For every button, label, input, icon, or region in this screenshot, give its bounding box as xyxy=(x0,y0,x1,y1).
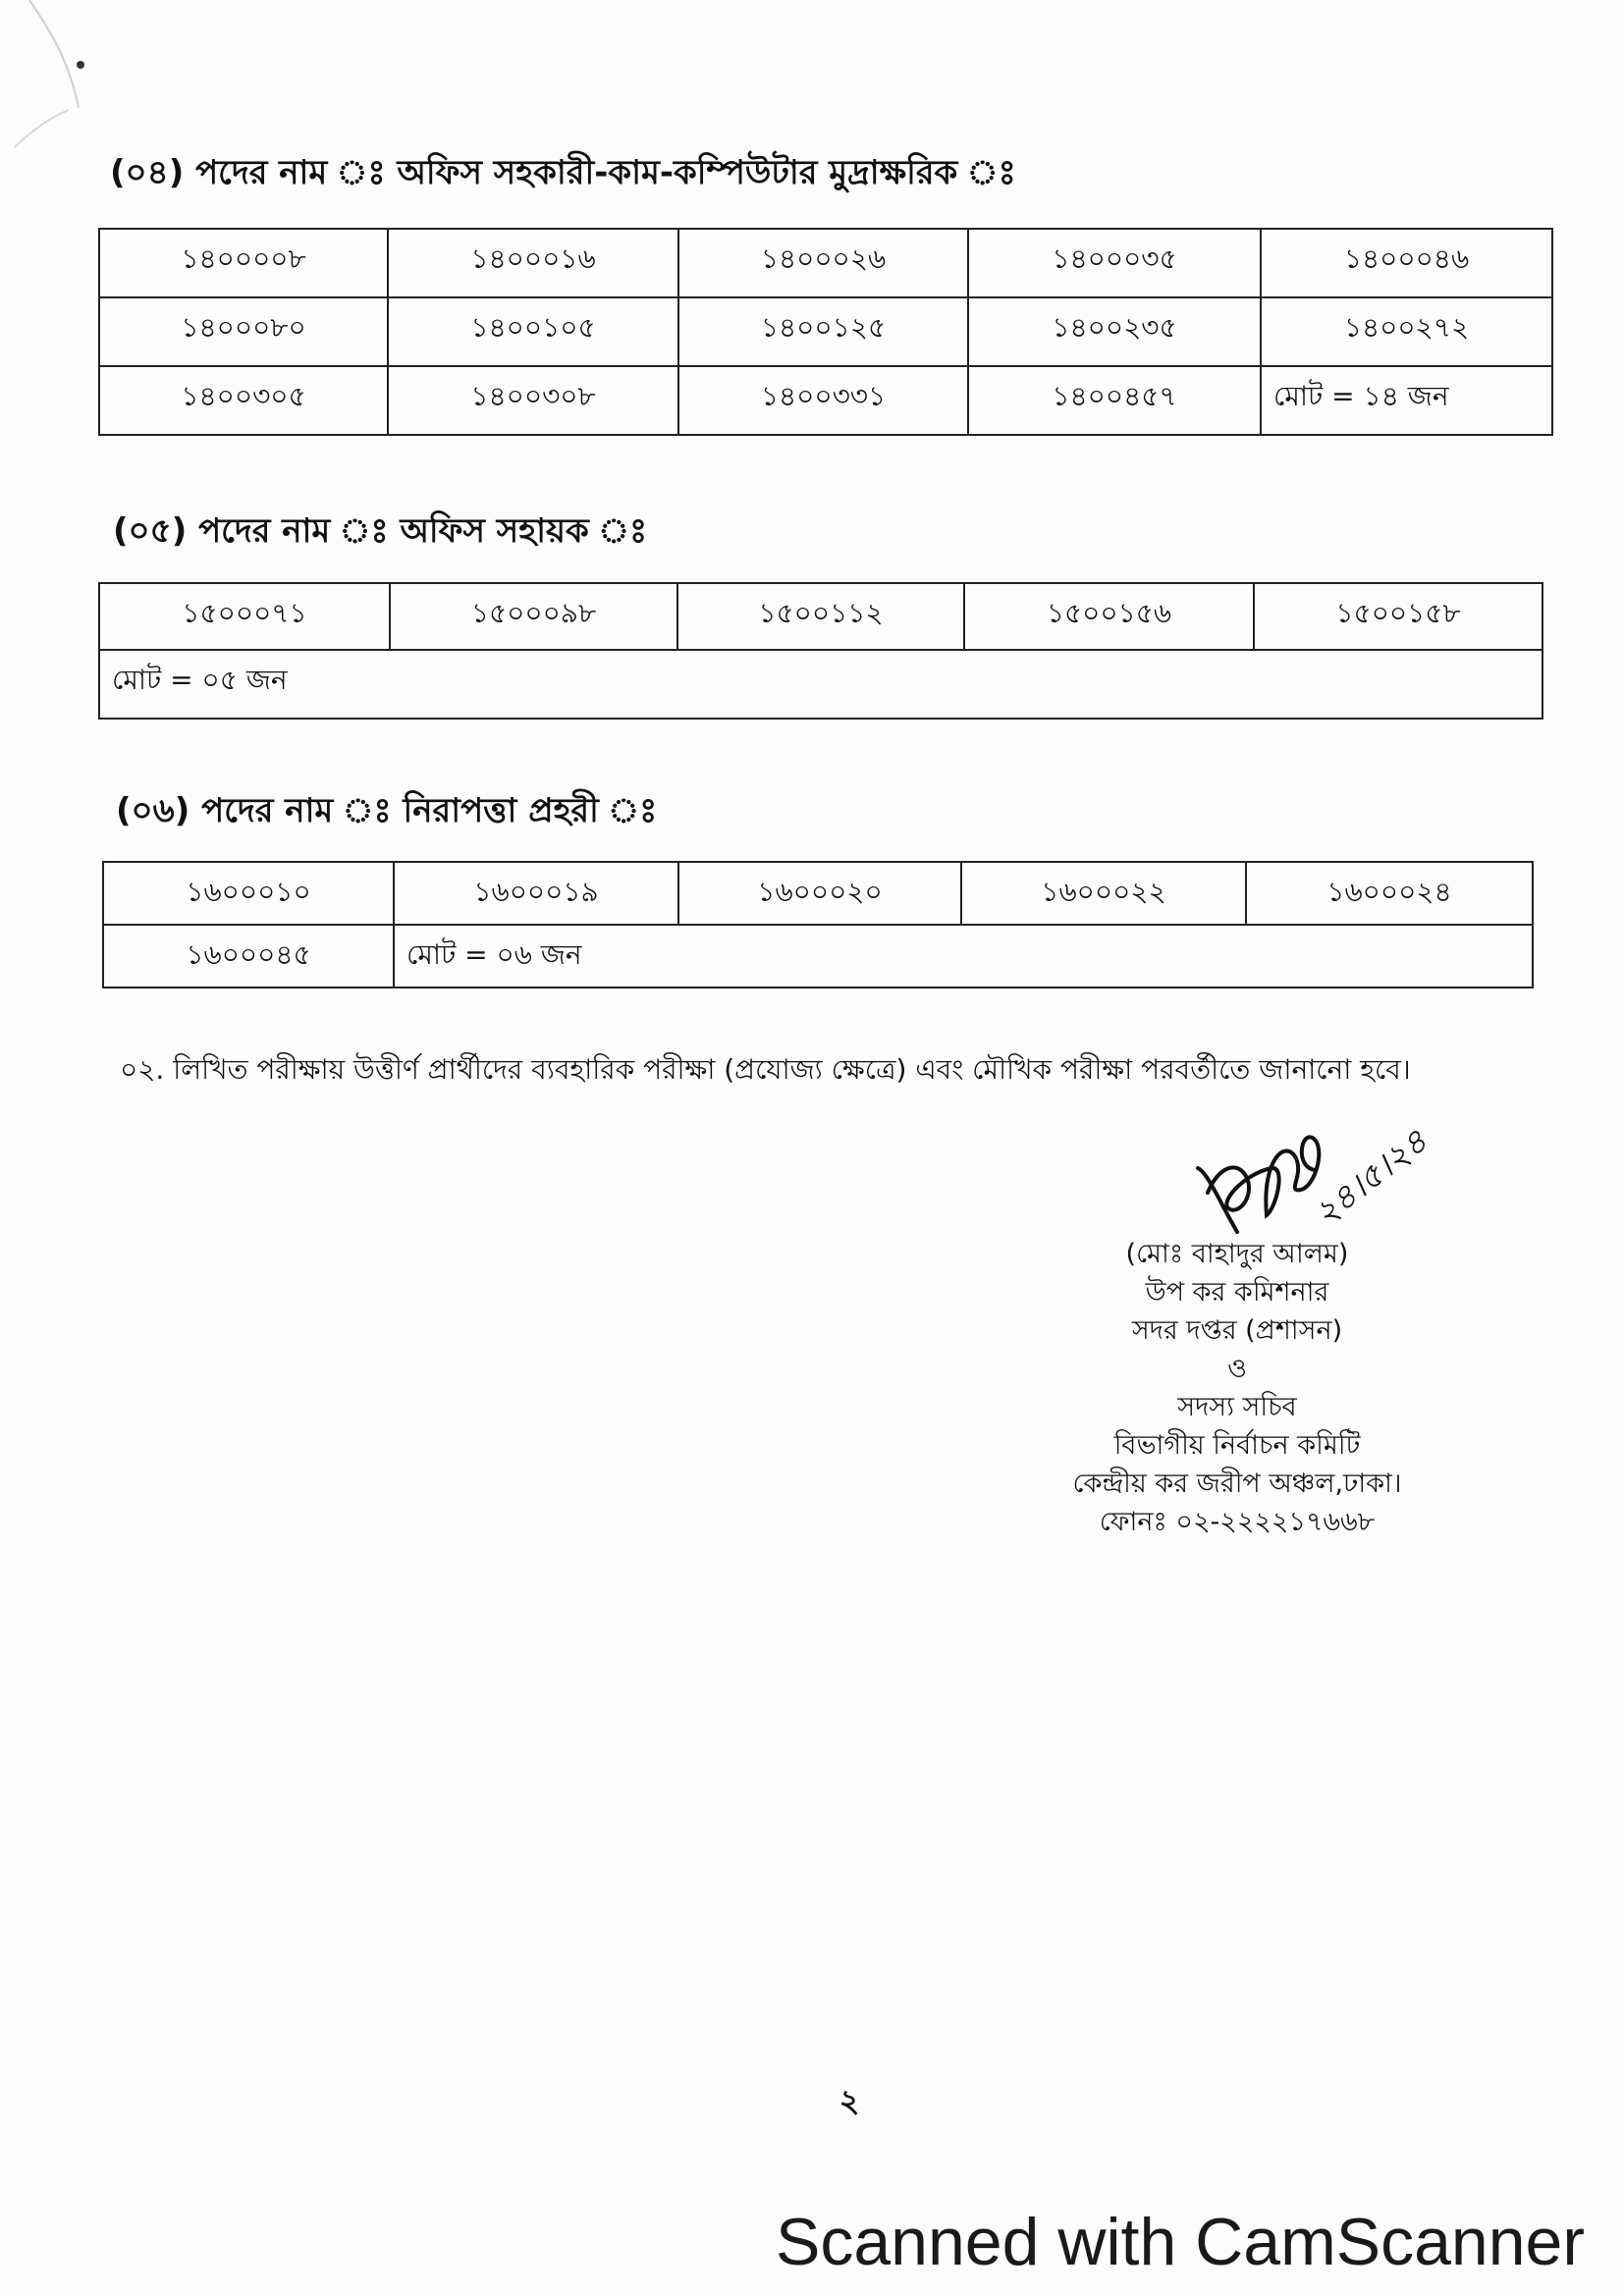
roll-number-cell: ১৪০০০২৬ xyxy=(678,229,968,297)
signatory-zone: কেন্দ্রীয় কর জরীপ অঞ্চল,ঢাকা। xyxy=(1072,1468,1402,1499)
table-row xyxy=(99,297,1552,366)
roll-number-cell: ১৪০০২৭২ xyxy=(1261,297,1552,366)
signatory-phone: ফোনঃ ০২-২২২২১৭৬৬৮ xyxy=(1099,1507,1376,1537)
signatory-block xyxy=(1041,1235,1434,1541)
roll-number-cell: ১৬০০০২০ xyxy=(678,862,961,925)
roll-number-cell: ১৪০০০৮০ xyxy=(99,297,388,366)
table-row xyxy=(99,229,1552,297)
table-row xyxy=(99,583,1542,650)
roll-number-cell: ১৪০০৩০৮ xyxy=(388,366,678,435)
roll-number-cell: ১৪০০০০৮ xyxy=(99,229,388,297)
roll-number-cell: ১৫০০১৫৬ xyxy=(964,583,1254,650)
roll-number-cell: ১৫০০০৭১ xyxy=(99,583,390,650)
table-row xyxy=(103,925,1533,988)
roll-number-cell: ১৪০০৩০৫ xyxy=(99,366,388,435)
signatory-designation: উপ কর কমিশনার xyxy=(1145,1277,1329,1308)
section-04-table xyxy=(98,228,1553,436)
total-count-cell: মোট = ১৪ জন xyxy=(1261,366,1552,435)
table-row xyxy=(99,366,1552,435)
result-note: ০২. লিখিত পরীক্ষায় উত্তীর্ণ প্রার্থীদের ব্যবহারিক পরীক্ষা (প্রযোজ্য ক্ষেত্রে) এবং মৌখিক পরীক্ষা পরবর্তীতে জানানো হবে। xyxy=(120,1053,1411,1086)
section-06-table xyxy=(102,861,1534,988)
signatory-role: সদস্য সচিব xyxy=(1177,1392,1297,1422)
roll-number-cell: ১৪০০২৩৫ xyxy=(968,297,1261,366)
table-row xyxy=(103,862,1533,925)
signature-date: ২৪।৫।২৪ xyxy=(1306,1121,1435,1235)
signatory-name: (মোঃ বাহাদুর আলম) xyxy=(1125,1239,1349,1269)
roll-number-cell: ১৪০০১০৫ xyxy=(388,297,678,366)
section-06-heading: (০৬) পদের নাম ঃ নিরাপত্তা প্রহরী ঃ xyxy=(116,791,658,830)
handwritten-signature xyxy=(1178,1099,1453,1247)
roll-number-cell: ১৫০০১১২ xyxy=(677,583,964,650)
signatory-committee: বিভাগীয় নির্বাচন কমিটি xyxy=(1113,1430,1361,1461)
roll-number-cell: ১৪০০০৩৫ xyxy=(968,229,1261,297)
roll-number-cell: ১৫০০০৯৮ xyxy=(390,583,677,650)
total-count-cell: মোট = ০৬ জন xyxy=(394,925,1533,988)
section-05-heading: (০৫) পদের নাম ঃ অফিস সহায়ক ঃ xyxy=(113,511,648,551)
table-row xyxy=(99,650,1542,719)
roll-number-cell: ১৬০০০২৪ xyxy=(1246,862,1533,925)
section-05-table xyxy=(98,582,1543,720)
roll-number-cell: ১৬০০০১৯ xyxy=(394,862,678,925)
roll-number-cell: ১৪০০০১৬ xyxy=(388,229,678,297)
scanner-watermark: Scanned with CamScanner xyxy=(776,2205,1586,2279)
roll-number-cell: ১৪০০১২৫ xyxy=(678,297,968,366)
roll-number-cell: ১৬০০০২২ xyxy=(961,862,1246,925)
roll-number-cell: ১৪০০৩৩১ xyxy=(678,366,968,435)
signatory-conjunction: ও xyxy=(1227,1354,1247,1384)
roll-number-cell: ১৪০০৪৫৭ xyxy=(968,366,1261,435)
page-number: ২ xyxy=(839,2082,860,2119)
total-count-cell: মোট = ০৫ জন xyxy=(99,650,1542,719)
roll-number-cell: ১৬০০০১০ xyxy=(103,862,394,925)
roll-number-cell: ১৬০০০৪৫ xyxy=(103,925,394,988)
roll-number-cell: ১৫০০১৫৮ xyxy=(1254,583,1542,650)
signatory-office: সদর দপ্তর (প্রশাসন) xyxy=(1131,1315,1343,1346)
roll-number-cell: ১৪০০০৪৬ xyxy=(1261,229,1552,297)
section-04-heading: (০৪) পদের নাম ঃ অফিস সহকারী-কাম-কম্পিউটার মুদ্রাক্ষরিক ঃ xyxy=(110,153,1016,192)
torn-corner-mark xyxy=(10,0,88,157)
